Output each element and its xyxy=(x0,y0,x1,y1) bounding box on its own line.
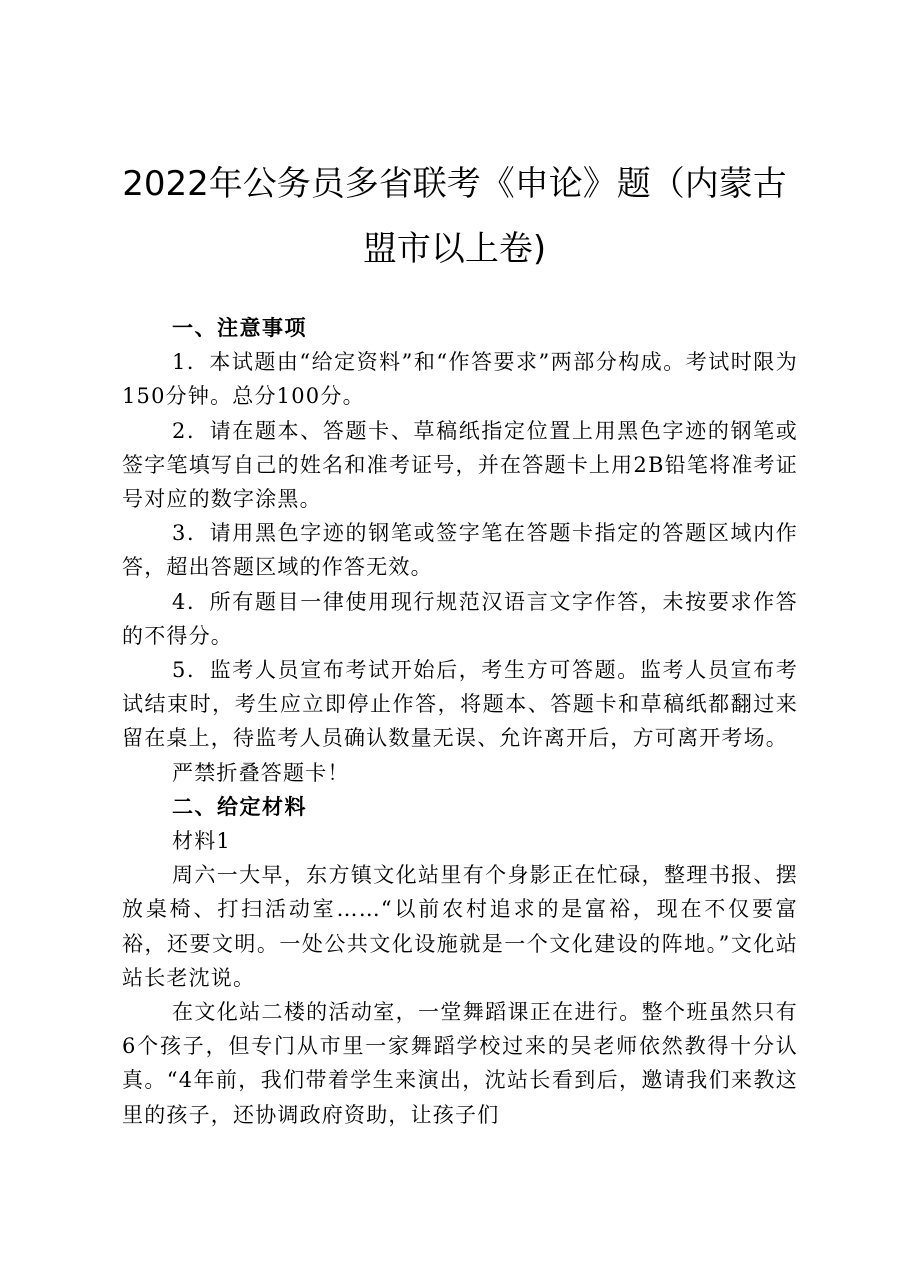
note-item-2: 2．请在题本、答题卡、草稿纸指定位置上用黑色字迹的钢笔或签字笔填写自己的姓名和准考证号，并在答题卡上用2B铅笔将准考证号对应的数字涂黑。 xyxy=(122,418,798,512)
material-paragraph-2: 在文化站二楼的活动室，一堂舞蹈课正在进行。整个班虽然只有6个孩子，但专门从市里一家舞蹈学校过来的吴老师依然教得十分认真。“4年前，我们带着学生来演出，沈站长看到后，邀请我们来教这里的孩子，还协调政府资助，让孩子们 xyxy=(122,1000,798,1127)
section-heading-materials: 二、给定材料 xyxy=(172,794,307,819)
section-heading-notes: 一、注意事项 xyxy=(172,316,307,340)
note-item-1: 1．本试题由“给定资料”和“作答要求”两部分构成。考试时限为150分钟。总分100分。 xyxy=(122,350,798,409)
warning-text: 严禁折叠答题卡！ xyxy=(172,760,350,785)
material-paragraph-1: 周六一大早，东方镇文化站里有个身影正在忙碌，整理书报、摆放桌椅、打扫活动室……“以前农村追求的是富裕，现在不仅要富裕，还要文明。一处公共文化设施就是一个文化建设的阵地。”文化站站长老沈说。 xyxy=(122,863,798,990)
document-title-line-2: 盟市以上卷) xyxy=(362,229,547,269)
material-label: 材料1 xyxy=(172,829,231,854)
note-item-3: 3．请用黑色字迹的钢笔或签字笔在答题卡指定的答题区域内作答，超出答题区域的作答无效。 xyxy=(122,521,798,580)
document-title-line-1: 2022年公务员多省联考《申论》题（内蒙古 xyxy=(122,164,787,204)
document-body xyxy=(122,311,798,1132)
note-item-4: 4．所有题目一律使用现行规范汉语言文字作答，未按要求作答的不得分。 xyxy=(122,589,798,648)
note-item-5: 5．监考人员宣布考试开始后，考生方可答题。监考人员宣布考试结束时，考生应立即停止作答，将题本、答题卡和草稿纸都翻过来留在桌上，待监考人员确认数量无误、允许离开后，方可离开考场。 xyxy=(122,658,798,751)
